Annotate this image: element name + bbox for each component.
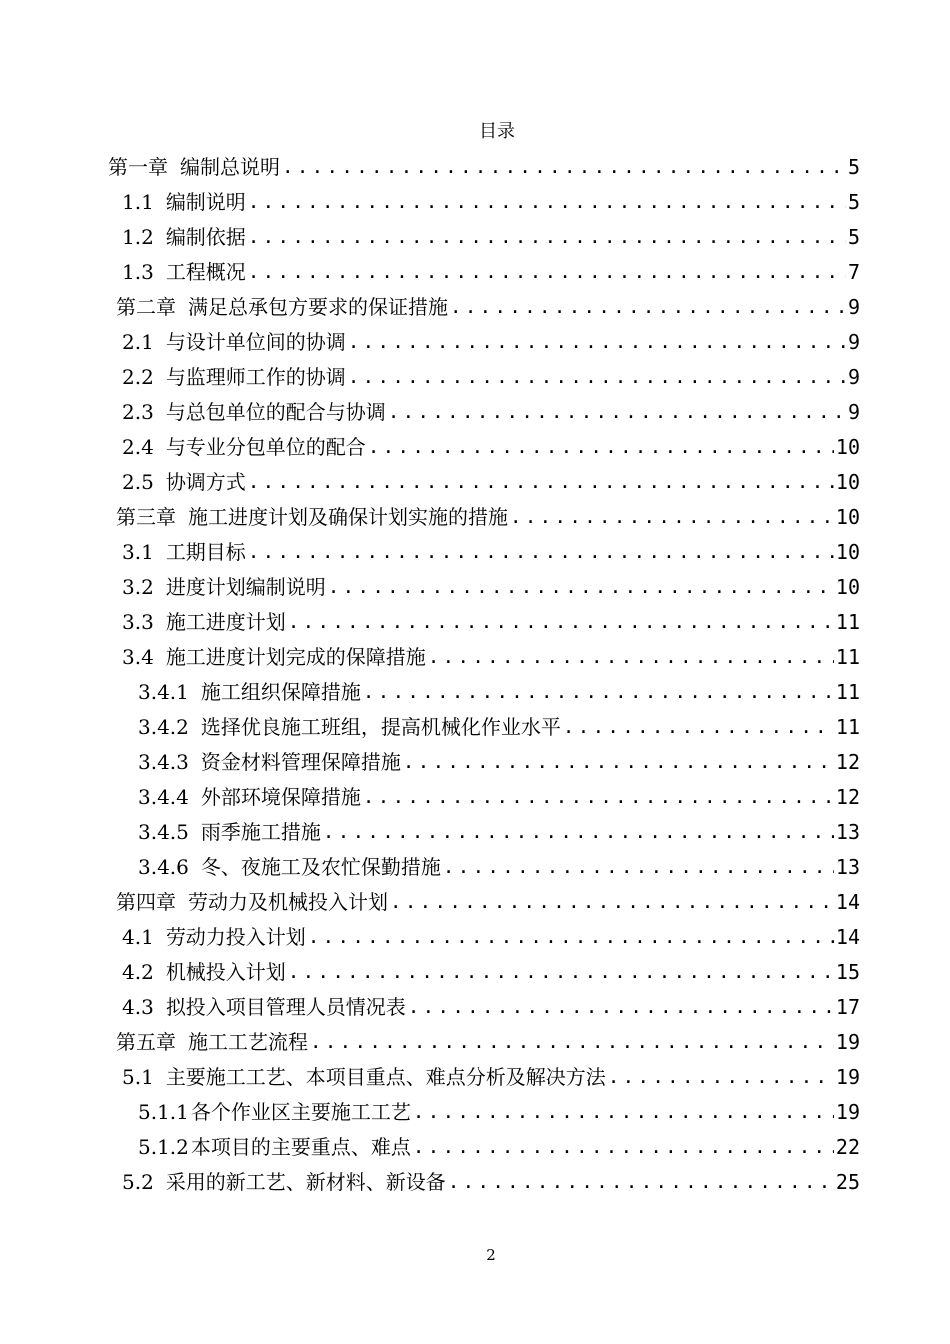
toc-entry-number: 2.2 xyxy=(122,365,154,389)
toc-section-entry[interactable] xyxy=(138,1095,860,1130)
toc-entry-number: 2.1 xyxy=(122,330,154,354)
toc-entry-label: 拟投入项目管理人员情况表 xyxy=(165,995,406,1019)
toc-entry-number: 3.4.4 xyxy=(138,785,189,809)
toc-section-entry[interactable] xyxy=(122,430,860,465)
toc-entry-label: 与专业分包单位的配合 xyxy=(165,435,366,459)
toc-leader-dots xyxy=(310,1025,834,1060)
toc-entry-number: 第五章 xyxy=(116,1030,176,1054)
toc-entry-number: 3.2 xyxy=(122,575,154,599)
toc-entry-number: 3.4 xyxy=(122,645,154,669)
toc-entry-label: 外部环境保障措施 xyxy=(200,785,361,809)
toc-entry-label: 协调方式 xyxy=(165,470,246,494)
toc-section-entry[interactable] xyxy=(122,990,860,1025)
toc-leader-dots xyxy=(563,710,834,745)
toc-entry-page: 10 xyxy=(835,505,860,529)
toc-leader-dots xyxy=(282,150,846,185)
toc-leader-dots xyxy=(248,220,846,255)
toc-entry-page: 5 xyxy=(847,155,860,179)
toc-entry-number: 1.3 xyxy=(122,260,154,284)
toc-entry-label: 雨季施工措施 xyxy=(200,820,321,844)
toc-section-entry[interactable] xyxy=(122,955,860,990)
toc-entry-number: 1.1 xyxy=(122,190,154,214)
toc-entry-page: 25 xyxy=(835,1170,860,1194)
toc-entry-page: 19 xyxy=(835,1065,860,1089)
toc-entry-page: 10 xyxy=(835,435,860,459)
toc-entry-page: 17 xyxy=(835,995,860,1019)
toc-leader-dots xyxy=(363,780,834,815)
toc-entry-page: 11 xyxy=(835,610,860,634)
toc-entry-number: 5.1.1 xyxy=(138,1100,189,1124)
toc-entry-page: 5 xyxy=(847,225,860,249)
toc-entry-page: 11 xyxy=(835,645,860,669)
toc-entry-label: 编制总说明 xyxy=(180,155,280,179)
toc-chapter-entry[interactable] xyxy=(108,150,860,185)
page-title: 目录 xyxy=(479,121,515,142)
toc-entry-number: 3.4.3 xyxy=(138,750,189,774)
toc-entry-label: 资金材料管理保障措施 xyxy=(200,750,401,774)
toc-entry-number: 2.4 xyxy=(122,435,154,459)
toc-leader-dots xyxy=(413,1095,834,1130)
toc-entry-number: 3.3 xyxy=(122,610,154,634)
toc-entry-number: 3.4.2 xyxy=(138,715,189,739)
toc-entry-number: 第二章 xyxy=(116,295,176,319)
toc-leader-dots xyxy=(388,395,846,430)
toc-section-entry[interactable] xyxy=(122,605,860,640)
toc-leader-dots xyxy=(428,640,834,675)
toc-leader-dots xyxy=(288,605,834,640)
toc-section-entry[interactable] xyxy=(138,850,860,885)
toc-entry-number: 3.4.6 xyxy=(138,855,189,879)
toc-section-entry[interactable] xyxy=(122,255,860,290)
toc-section-entry[interactable] xyxy=(122,395,860,430)
toc-chapter-entry[interactable] xyxy=(116,290,860,325)
toc-section-entry[interactable] xyxy=(122,185,860,220)
toc-entry-page: 13 xyxy=(835,820,860,844)
toc-leader-dots xyxy=(328,570,834,605)
toc-leader-dots xyxy=(448,1165,834,1200)
toc-entry-page: 14 xyxy=(835,890,860,914)
toc-section-entry[interactable] xyxy=(122,360,860,395)
toc-entry-page: 22 xyxy=(835,1135,860,1159)
toc-entry-label: 满足总承包方要求的保证措施 xyxy=(188,295,448,319)
toc-leader-dots xyxy=(368,430,834,465)
toc-entry-number: 2.5 xyxy=(122,470,154,494)
toc-entry-number: 第四章 xyxy=(116,890,176,914)
toc-section-entry[interactable] xyxy=(122,535,860,570)
toc-entry-number: 2.3 xyxy=(122,400,154,424)
toc-entry-page: 11 xyxy=(835,715,860,739)
toc-entry-label: 本项目的主要重点、难点 xyxy=(190,1135,411,1159)
toc-entry-label: 选择优良施工班组，提高机械化作业水平 xyxy=(200,715,561,739)
toc-section-entry[interactable] xyxy=(138,815,860,850)
toc-leader-dots xyxy=(248,185,846,220)
toc-entry-number: 3.4.5 xyxy=(138,820,189,844)
toc-entry-label: 劳动力及机械投入计划 xyxy=(188,890,388,914)
toc-entry-page: 9 xyxy=(847,295,860,319)
toc-entry-label: 进度计划编制说明 xyxy=(165,575,326,599)
toc-entry-page: 12 xyxy=(835,785,860,809)
toc-entry-label: 劳动力投入计划 xyxy=(165,925,306,949)
toc-entry-page: 12 xyxy=(835,750,860,774)
toc-entry-number: 4.2 xyxy=(122,960,154,984)
toc-leader-dots xyxy=(408,990,834,1025)
toc-entry-label: 施工组织保障措施 xyxy=(200,680,361,704)
toc-entry-page: 11 xyxy=(835,680,860,704)
toc-leader-dots xyxy=(443,850,834,885)
toc-entry-page: 14 xyxy=(835,925,860,949)
toc-leader-dots xyxy=(363,675,834,710)
toc-leader-dots xyxy=(390,885,834,920)
toc-leader-dots xyxy=(608,1060,834,1095)
toc-entry-label: 编制说明 xyxy=(165,190,246,214)
toc-section-entry[interactable] xyxy=(138,745,860,780)
toc-entry-number: 4.3 xyxy=(122,995,154,1019)
toc-leader-dots xyxy=(450,290,846,325)
toc-section-entry[interactable] xyxy=(138,710,860,745)
toc-entry-page: 10 xyxy=(835,575,860,599)
toc-section-entry[interactable] xyxy=(122,570,860,605)
toc-entry-page: 19 xyxy=(835,1100,860,1124)
toc-entry-label: 施工进度计划完成的保障措施 xyxy=(165,645,426,669)
toc-section-entry[interactable] xyxy=(122,920,860,955)
toc-section-entry[interactable] xyxy=(122,1165,860,1200)
toc-entry-label: 机械投入计划 xyxy=(165,960,286,984)
toc-section-entry[interactable] xyxy=(122,465,860,500)
toc-entry-label: 与监理师工作的协调 xyxy=(165,365,346,389)
toc-entry-page: 10 xyxy=(835,470,860,494)
toc-entry-label: 主要施工工艺、本项目重点、难点分析及解决方法 xyxy=(165,1065,606,1089)
toc-section-entry[interactable] xyxy=(138,780,860,815)
toc-section-entry[interactable] xyxy=(122,640,860,675)
toc-entry-label: 各个作业区主要施工工艺 xyxy=(190,1100,411,1124)
toc-chapter-entry[interactable] xyxy=(116,1025,860,1060)
toc-leader-dots xyxy=(413,1130,834,1165)
toc-chapter-entry[interactable] xyxy=(116,885,860,920)
toc-leader-dots xyxy=(248,535,834,570)
toc-entry-label: 编制依据 xyxy=(165,225,246,249)
toc-leader-dots xyxy=(308,920,834,955)
toc-leader-dots xyxy=(323,815,834,850)
toc-entry-number: 第三章 xyxy=(116,505,176,529)
toc-entry-label: 施工进度计划 xyxy=(165,610,286,634)
toc-leader-dots xyxy=(510,500,834,535)
toc-leader-dots xyxy=(348,360,846,395)
toc-entry-page: 9 xyxy=(847,400,860,424)
toc-entry-page: 13 xyxy=(835,855,860,879)
toc-entry-label: 施工进度计划及确保计划实施的措施 xyxy=(188,505,508,529)
toc-chapter-entry[interactable] xyxy=(116,500,860,535)
toc-entry-number: 3.4.1 xyxy=(138,680,189,704)
toc-entry-page: 15 xyxy=(835,960,860,984)
toc-entry-number: 5.2 xyxy=(122,1170,154,1194)
toc-section-entry[interactable] xyxy=(122,220,860,255)
toc-entry-number: 第一章 xyxy=(108,155,168,179)
toc-leader-dots xyxy=(248,465,834,500)
toc-entry-label: 与设计单位间的协调 xyxy=(165,330,346,354)
toc-entry-page: 9 xyxy=(847,330,860,354)
toc-entry-page: 19 xyxy=(835,1030,860,1054)
toc-entry-label: 施工工艺流程 xyxy=(188,1030,308,1054)
toc-section-entry[interactable] xyxy=(122,1060,860,1095)
toc-entry-page: 9 xyxy=(847,365,860,389)
toc-entry-number: 5.1 xyxy=(122,1065,154,1089)
toc-entry-page: 10 xyxy=(835,540,860,564)
toc-entry-number: 1.2 xyxy=(122,225,154,249)
toc-entry-label: 采用的新工艺、新材料、新设备 xyxy=(165,1170,446,1194)
toc-leader-dots xyxy=(248,255,846,290)
toc-section-entry[interactable] xyxy=(122,325,860,360)
toc-entry-label: 工期目标 xyxy=(165,540,246,564)
toc-leader-dots xyxy=(403,745,834,780)
toc-entry-label: 工程概况 xyxy=(165,260,246,284)
toc-leader-dots xyxy=(348,325,846,360)
toc-entry-label: 冬、夜施工及农忙保勤措施 xyxy=(200,855,441,879)
toc-leader-dots xyxy=(288,955,834,990)
toc-entry-page: 5 xyxy=(847,190,860,214)
toc-entry-number: 4.1 xyxy=(122,925,154,949)
toc-entry-label: 与总包单位的配合与协调 xyxy=(165,400,386,424)
toc-entry-page: 7 xyxy=(847,260,860,284)
toc-entry-number: 3.1 xyxy=(122,540,154,564)
toc-section-entry[interactable] xyxy=(138,1130,860,1165)
page-number: 2 xyxy=(486,1246,496,1264)
toc-entry-number: 5.1.2 xyxy=(138,1135,189,1159)
toc-section-entry[interactable] xyxy=(138,675,860,710)
